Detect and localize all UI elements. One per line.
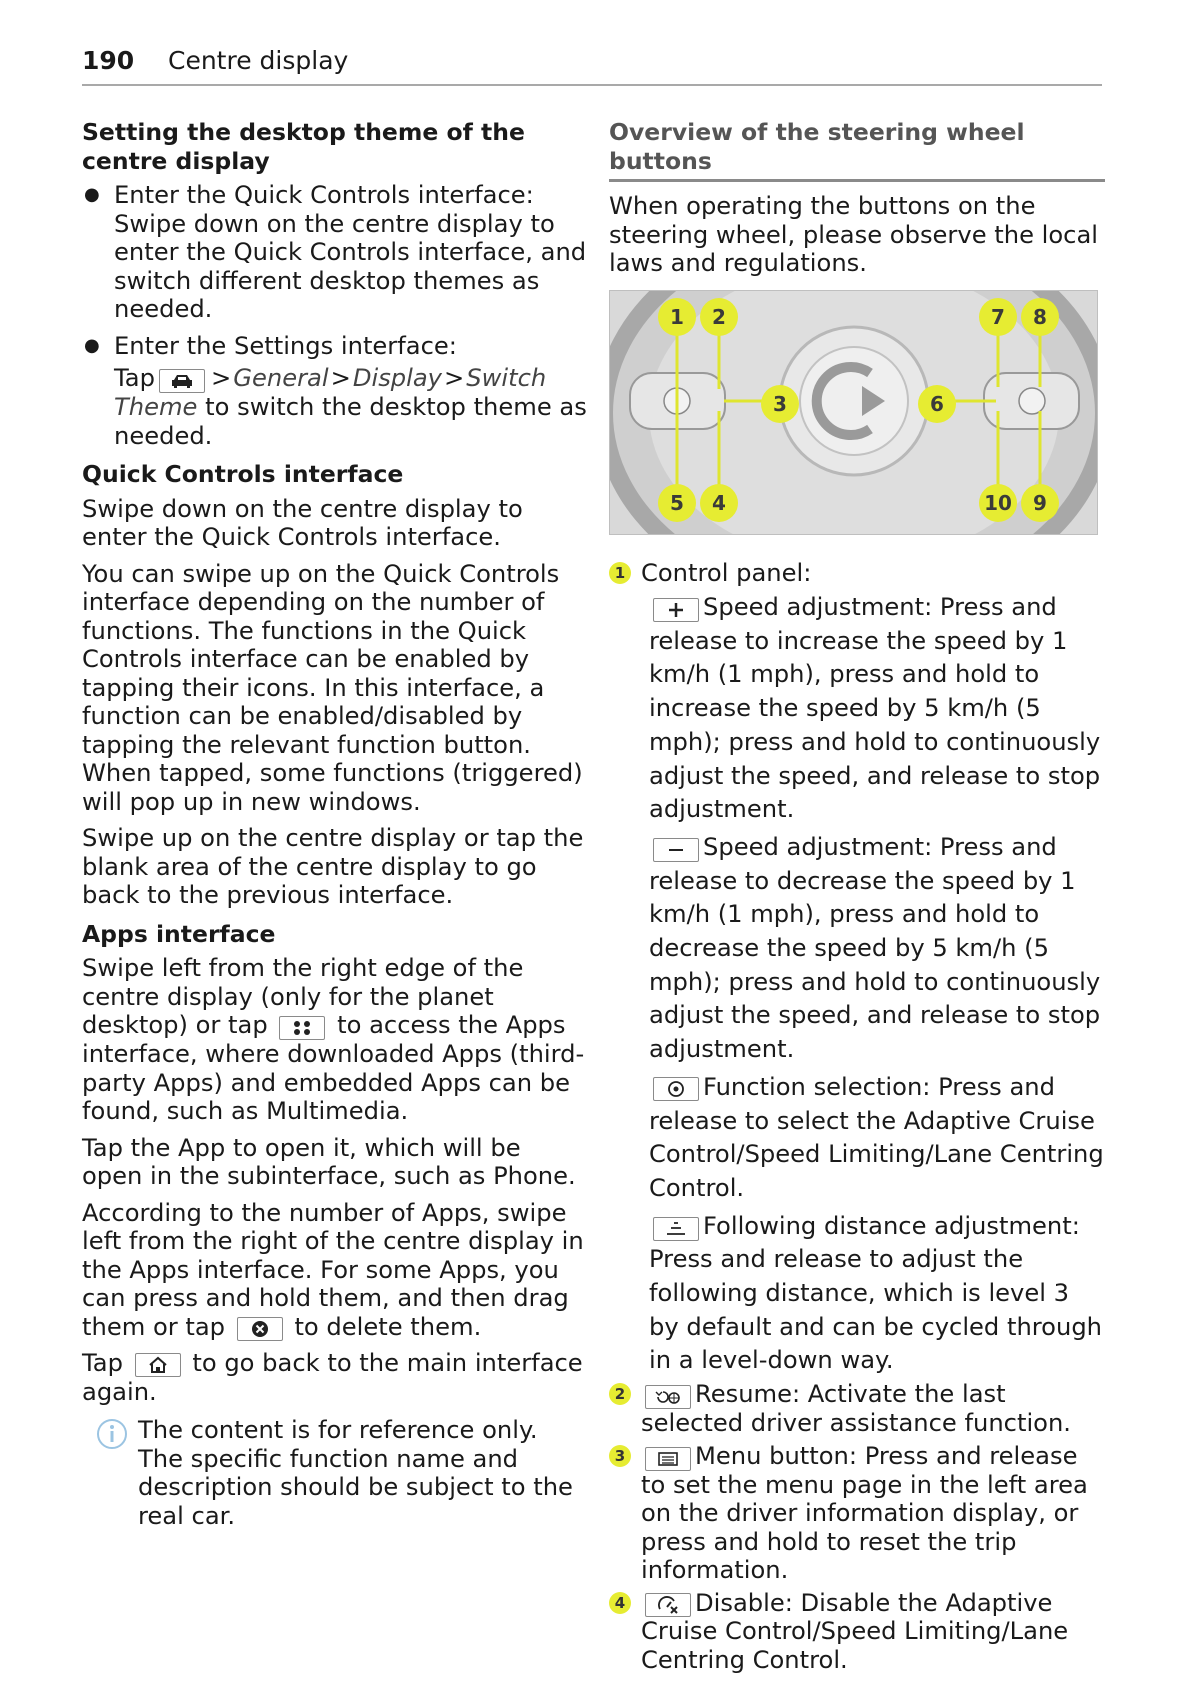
heading-quick-controls: Quick Controls interface xyxy=(82,460,404,488)
legend-text-2-wrap xyxy=(609,1380,1105,1438)
legend-item-2 xyxy=(609,1380,1105,1438)
menu-icon xyxy=(645,1447,691,1471)
legend-marker-1: 1 xyxy=(609,562,631,584)
para-apps-1 xyxy=(82,954,587,1126)
settings-path: Tap >General>Display>Switch Theme to switch the desktop theme as needed. xyxy=(114,364,587,450)
para-apps-1a: Swipe left from the right edge of the centre display (only for the planet desktop) or tap xyxy=(82,954,524,1039)
para-apps-2: Tap the App to open it, which will be open in the subinterface, such as Phone. xyxy=(82,1133,576,1190)
callout-label-1: 1 xyxy=(670,304,684,329)
callout-label-9: 9 xyxy=(1033,490,1047,515)
legend-text-1: Control panel: xyxy=(641,558,812,587)
right-column xyxy=(609,118,1105,1678)
legend-text-3-wrap xyxy=(609,1442,1105,1585)
callout-label-8: 8 xyxy=(1033,304,1047,329)
legend-item-3 xyxy=(609,1442,1105,1585)
function-select-icon xyxy=(653,1077,699,1101)
settings-tail: to switch the desktop theme as needed. xyxy=(114,393,587,450)
apps-grid-icon xyxy=(279,1016,325,1040)
para-apps-3a: According to the number of Apps, swipe left from the right of the centre display in the Apps interface. For some Apps, you can press and hold them, and then drag them or tap xyxy=(82,1198,584,1341)
para-quick-1: Swipe down on the centre display to enter the Quick Controls interface. xyxy=(82,494,523,551)
callout-label-3: 3 xyxy=(773,391,787,416)
sub-text-3: Following distance adjustment: Press and release to adjust the following distance, which is level 3 by default and can be cycled through in a level-down way. xyxy=(649,1211,1102,1375)
disable-icon xyxy=(645,1593,691,1617)
note-text: The content is for reference only. The specific function name and description should be subject to the real car. xyxy=(138,1416,573,1530)
sub-text-1: Speed adjustment: Press and release to decrease the speed by 1 km/h (1 mph), press and hold to decrease the speed by 5 km/h (5 mph); press and hold to continuously adjust the speed, and release to stop adjustment. xyxy=(649,832,1101,1064)
tap-text: Tap xyxy=(114,364,155,392)
para-apps-3b: to delete them. xyxy=(294,1312,482,1341)
minus-icon xyxy=(653,838,699,862)
page-header xyxy=(82,44,1102,86)
legend-marker-3: 3 xyxy=(609,1445,631,1467)
path-display: Display xyxy=(352,364,442,392)
car-settings-icon xyxy=(159,369,205,393)
sub-following-distance xyxy=(609,1210,1105,1379)
heading-apps: Apps interface xyxy=(82,919,276,948)
legend-text-4: Disable: Disable the Adaptive Cruise Control/Speed Limiting/Lane Centring Control. xyxy=(641,1588,1069,1674)
resume-icon xyxy=(645,1385,691,1409)
plus-icon xyxy=(653,598,699,622)
bullet-settings: ● Enter the Settings interface: xyxy=(82,332,587,361)
sub-speed-decrease xyxy=(609,831,1105,1067)
legend-item-1 xyxy=(609,559,1105,588)
sub-speed-increase xyxy=(609,591,1105,827)
sub-function-select xyxy=(609,1071,1105,1206)
para-quick-3: Swipe up on the centre display or tap the blank area of the centre display to go back to the previous interface. xyxy=(82,824,584,909)
callout-label-7: 7 xyxy=(991,304,1005,329)
callout-label-10: 10 xyxy=(984,490,1012,515)
steering-wheel-figure xyxy=(609,290,1098,535)
para-apps-1b: to access the Apps interface, where downloaded Apps (third-party Apps) and embedded Apps can be found, such as Multimedia. xyxy=(82,1011,585,1125)
sub-text-2: Function selection: Press and release to select the Adaptive Cruise Control/Speed Limiting/Lane Centring Control. xyxy=(649,1072,1104,1202)
callout-label-6: 6 xyxy=(930,391,944,416)
callout-label-4: 4 xyxy=(712,490,726,515)
home-icon xyxy=(135,1353,181,1377)
sub-text-0: Speed adjustment: Press and release to increase the speed by 1 km/h (1 mph), press and hold to increase the speed by 5 km/h (5 mph); press and hold to continuously adjust the speed, and release to stop adjustment. xyxy=(649,593,1101,824)
legend-text-2: Resume: Activate the last selected driver assistance function. xyxy=(641,1380,1071,1438)
legend-marker-4: 4 xyxy=(609,1592,631,1614)
left-column xyxy=(82,118,587,1530)
legend-text-4-wrap xyxy=(609,1589,1105,1675)
section-title-steering: Overview of the steering wheel buttons xyxy=(609,118,1105,182)
para-apps-4a: Tap xyxy=(82,1349,123,1377)
running-title: Centre display xyxy=(168,46,349,75)
following-distance-icon xyxy=(653,1217,699,1241)
para-apps-3 xyxy=(82,1199,587,1342)
intro-text: When operating the buttons on the steering wheel, please observe the local laws and regulations. xyxy=(609,192,1099,277)
callout-label-5: 5 xyxy=(670,490,684,515)
page-number: 190 xyxy=(82,46,135,75)
legend-text-3: Menu button: Press and release to set the menu page in the left area on the driver information display, or press and hold to reset the trip information. xyxy=(641,1441,1088,1585)
legend-item-4 xyxy=(609,1589,1105,1675)
steering-wheel-illustration xyxy=(610,291,1098,535)
para-apps-4b: to go back to the main interface again. xyxy=(82,1349,583,1406)
legend-marker-2: 2 xyxy=(609,1383,631,1405)
path-switch-theme: Switch Theme xyxy=(114,364,547,421)
para-apps-4 xyxy=(82,1349,587,1406)
info-icon xyxy=(96,1418,128,1457)
path-general: General xyxy=(233,364,329,392)
reference-note xyxy=(82,1416,587,1530)
callout-label-2: 2 xyxy=(712,304,726,329)
delete-x-icon xyxy=(237,1317,283,1341)
bullet-quick-controls: ● Enter the Quick Controls interface: Swipe down on the centre display to enter the Quick Controls interface, and switch different desktop themes as needed. xyxy=(82,181,587,324)
para-quick-2: You can swipe up on the Quick Controls interface depending on the number of functions. The functions in the Quick Controls interface can be enabled by tapping their icons. In this interface, a function can be enabled/disabled by tapping the relevant function button. When tapped, some functions (triggered) will pop up in new windows. xyxy=(82,559,583,816)
heading-desktop-theme: Setting the desktop theme of the centre display xyxy=(82,118,525,175)
